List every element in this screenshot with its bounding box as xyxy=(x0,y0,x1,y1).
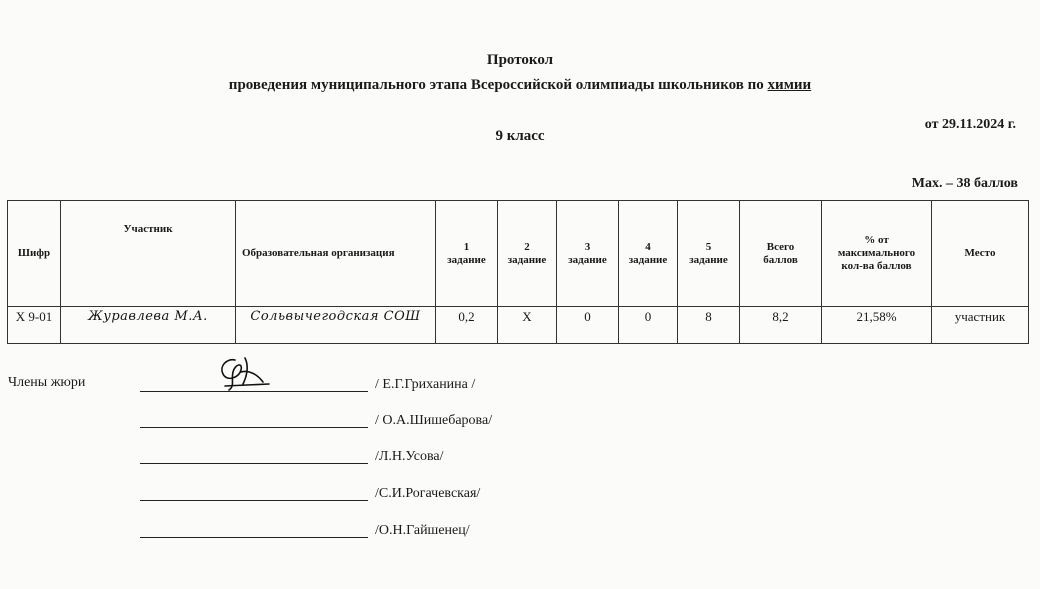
jury-member: /С.И.Рогачевская/ xyxy=(375,486,481,501)
header-total-line1: Всего xyxy=(766,240,795,253)
header-task1-label: задание xyxy=(447,253,486,266)
jury-member: /О.Н.Гайшенец/ xyxy=(375,523,470,538)
subtitle-text: проведения муниципального этапа Всероссийской олимпиады школьников по xyxy=(228,77,768,93)
cell-total: 8,2 xyxy=(740,307,822,344)
jury-member: / О.А.Шишебарова/ xyxy=(375,413,493,428)
cell-task4: 0 xyxy=(619,307,678,344)
signature-line xyxy=(140,463,368,464)
header-total-line2: баллов xyxy=(763,253,798,266)
header-task2 xyxy=(498,201,557,307)
header-task3-label: задание xyxy=(568,253,607,266)
header-task5 xyxy=(678,201,740,307)
subject-name: химии xyxy=(767,77,812,93)
signature-line xyxy=(140,391,368,392)
protocol-title: Протокол xyxy=(486,52,554,68)
cell-task3: 0 xyxy=(557,307,619,344)
header-task5-num: 5 xyxy=(705,240,712,253)
table-header-row xyxy=(8,201,1029,307)
cell-task2: Х xyxy=(498,307,557,344)
protocol-date: от 29.11.2024 г. xyxy=(924,117,1016,132)
table-row xyxy=(8,307,1029,344)
header-task3-num: 3 xyxy=(584,240,591,253)
cell-percent: 21,58% xyxy=(822,307,932,344)
header-task3 xyxy=(557,201,619,307)
cell-participant: Журавлева М.А. xyxy=(61,307,236,344)
header-task2-label: задание xyxy=(507,253,547,266)
cell-cipher: Х 9-01 xyxy=(8,307,61,344)
header-pct-line2: максимального xyxy=(837,247,916,259)
results-table xyxy=(7,200,1029,344)
jury-member: /Л.Н.Усова/ xyxy=(375,449,444,464)
signature-line xyxy=(140,537,368,538)
header-task2-num: 2 xyxy=(524,240,530,253)
signature-line xyxy=(140,500,368,501)
header-task1 xyxy=(436,201,498,307)
max-points: Max. – 38 баллов xyxy=(911,176,1018,191)
header-task5-label: задание xyxy=(689,253,728,266)
header-participant: Участник xyxy=(61,201,236,307)
cell-task5: 8 xyxy=(678,307,740,344)
jury-member: / Е.Г.Гриханина / xyxy=(375,377,476,392)
header-place: Место xyxy=(932,201,1029,307)
header-pct-line1: % от xyxy=(864,234,889,246)
signature-line xyxy=(140,427,368,428)
header-organization: Образовательная организация xyxy=(236,201,436,307)
protocol-subtitle xyxy=(0,77,1040,94)
header-cipher: Шифр xyxy=(8,201,61,307)
signature-icon xyxy=(205,352,275,396)
cell-task1: 0,2 xyxy=(436,307,498,344)
header-percent xyxy=(822,201,932,307)
header-total xyxy=(740,201,822,307)
header-task4 xyxy=(619,201,678,307)
header-task4-num: 4 xyxy=(645,240,651,253)
cell-organization: Сольвычегодская СОШ xyxy=(236,307,436,344)
header-task4-label: задание xyxy=(628,253,668,266)
header-pct-line3: кол-ва баллов xyxy=(841,260,912,272)
grade-label: 9 класс xyxy=(495,128,545,144)
jury-label: Члены жюри xyxy=(8,375,86,390)
header-task1-num: 1 xyxy=(463,240,470,253)
cell-place: участник xyxy=(932,307,1029,344)
